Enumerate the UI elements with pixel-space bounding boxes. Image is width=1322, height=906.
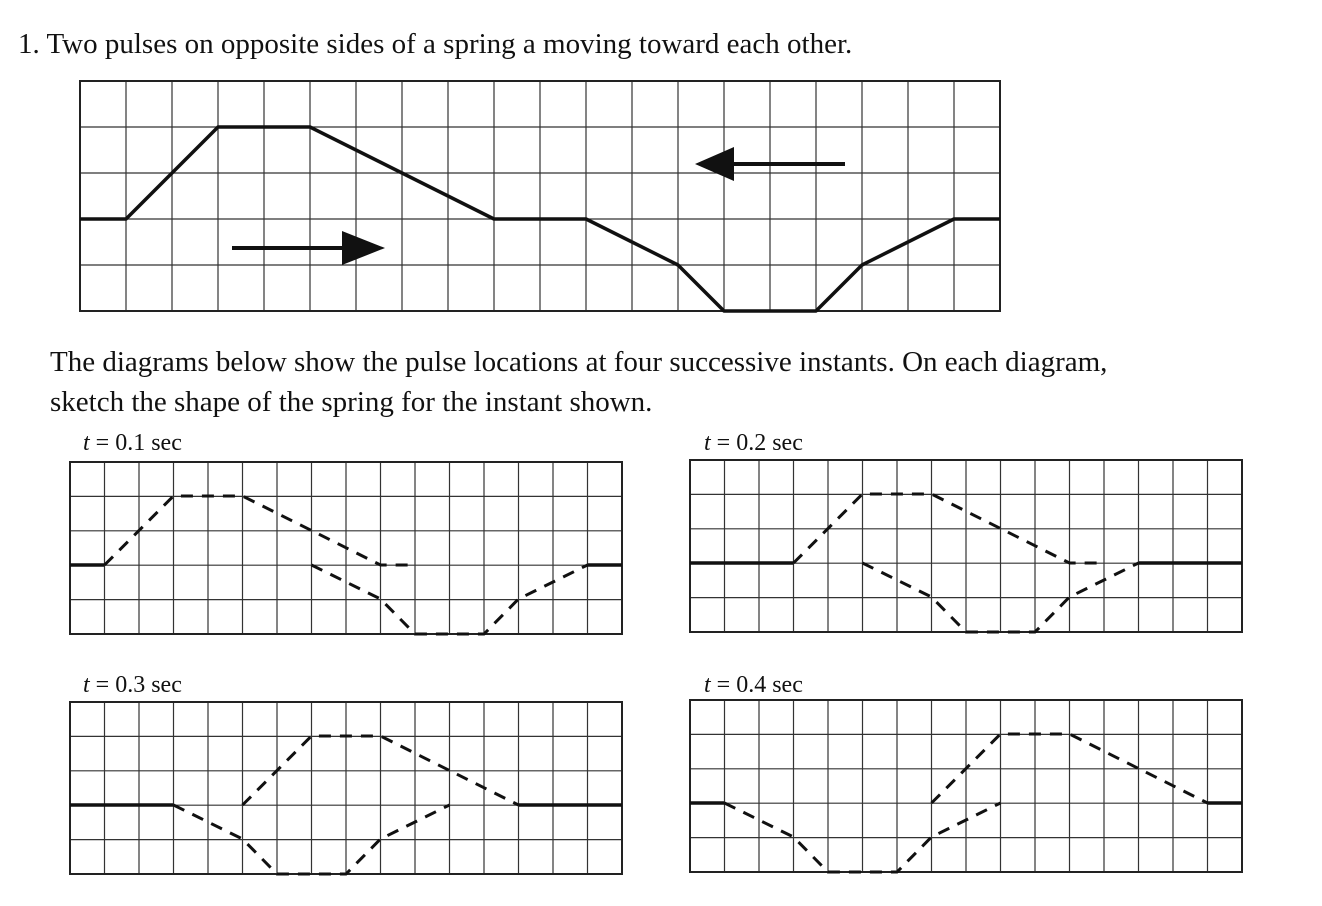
grid-lines bbox=[690, 460, 1242, 632]
time-value: = 0.4 sec bbox=[716, 672, 803, 698]
grid-lines bbox=[80, 81, 1000, 311]
diagram-t-0-3 bbox=[70, 702, 622, 874]
time-value: = 0.1 sec bbox=[95, 430, 182, 456]
time-symbol: t bbox=[83, 430, 90, 456]
question-text: Two pulses on opposite sides of a spring a moving toward each other. bbox=[46, 28, 853, 60]
right-arrow bbox=[232, 231, 385, 265]
grid-lines bbox=[690, 700, 1242, 872]
time-value: = 0.3 sec bbox=[95, 672, 182, 698]
time-symbol: t bbox=[704, 672, 711, 698]
question-heading bbox=[18, 28, 852, 61]
time-label-0-3 bbox=[83, 672, 182, 699]
time-label-0-4 bbox=[704, 672, 803, 699]
time-symbol: t bbox=[704, 430, 711, 456]
diagram-t-0-1 bbox=[70, 462, 622, 634]
instructions bbox=[50, 342, 1280, 422]
question-number: 1. bbox=[18, 28, 40, 60]
time-symbol: t bbox=[83, 672, 90, 698]
time-value: = 0.2 sec bbox=[716, 430, 803, 456]
grid-lines bbox=[70, 702, 622, 874]
instructions-line-1: The diagrams below show the pulse locations at four successive instants. On each diagram, bbox=[50, 346, 1108, 378]
diagram-t-0-2 bbox=[690, 460, 1242, 632]
diagram-t-0-4 bbox=[690, 700, 1242, 872]
instructions-line-2: sketch the shape of the spring for the instant shown. bbox=[50, 386, 653, 418]
time-label-0-1 bbox=[83, 430, 182, 457]
time-label-0-2 bbox=[704, 430, 803, 457]
main-pulse-diagram bbox=[80, 81, 1000, 311]
